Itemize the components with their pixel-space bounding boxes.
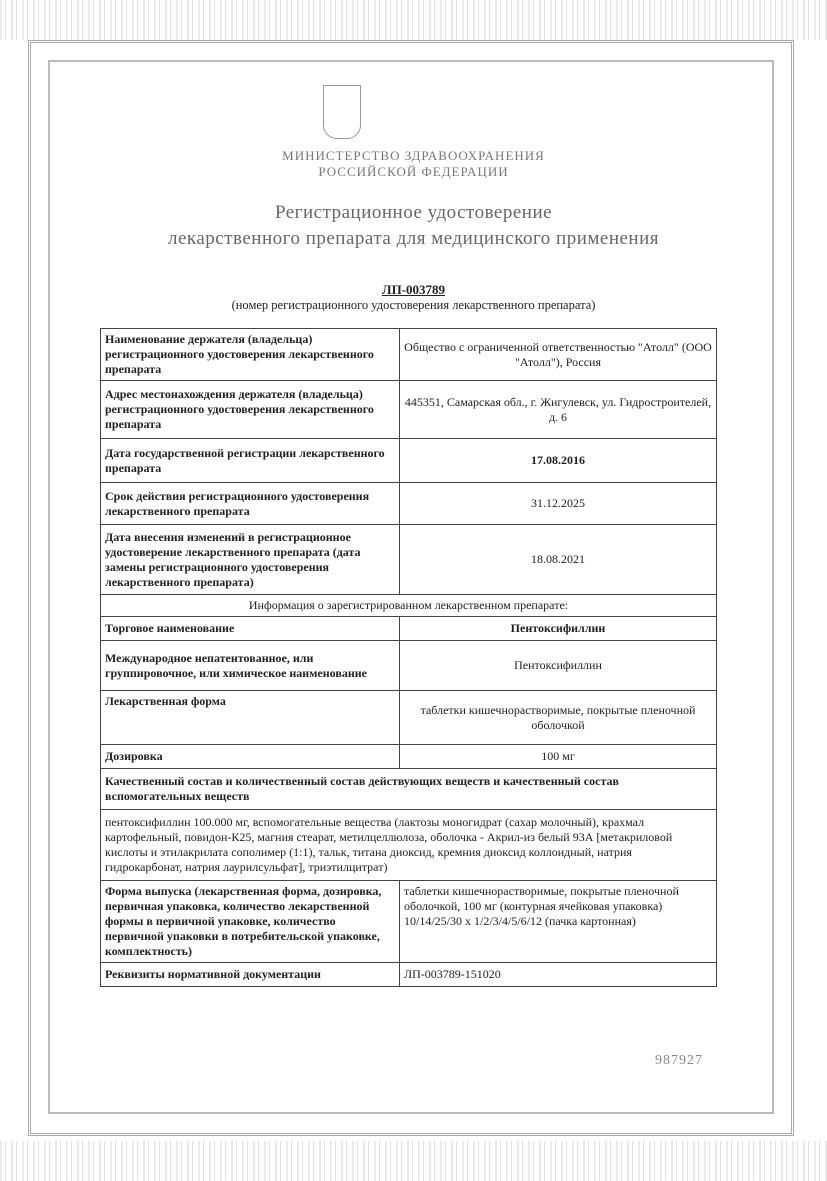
- row-value: таблетки кишечнорастворимые, покрытые пленочной оболочкой: [400, 691, 717, 745]
- serial-number: 987927: [655, 1053, 703, 1068]
- row-label: Реквизиты нормативной документации: [101, 963, 400, 987]
- document-title: [0, 200, 827, 252]
- ministry-line-1: МИНИСТЕРСТВО ЗДРАВООХРАНЕНИЯ: [282, 148, 545, 163]
- row-value: Пентоксифиллин: [400, 641, 717, 691]
- row-value: 445351, Самарская обл., г. Жигулевск, ул. Гидростроителей, д. 6: [400, 381, 717, 439]
- table-row: [101, 691, 717, 745]
- table-row: [101, 963, 717, 987]
- row-label: Дозировка: [101, 745, 400, 769]
- row-label: Адрес местонахождения держателя (владельца) регистрационного удостоверения лекарственного препарата: [101, 381, 400, 439]
- table-row: [101, 810, 717, 881]
- row-value: 100 мг: [400, 745, 717, 769]
- row-label: Лекарственная форма: [101, 691, 400, 745]
- table-row: [101, 381, 717, 439]
- row-label: Дата внесения изменений в регистрационное удостоверение лекарственного препарата (дата замены регистрационного удостоверения лекарственного препарата): [101, 525, 400, 595]
- decorative-border-top: [0, 0, 827, 40]
- row-value: таблетки кишечнорастворимые, покрытые пленочной оболочкой, 100 мг (контурная ячейковая упаковка) 10/14/25/30 x 1/2/3/4/5/6/12 (пачка картонная): [400, 881, 717, 963]
- title-line-1: Регистрационное удостоверение: [274, 202, 553, 223]
- table-row: [101, 329, 717, 381]
- row-label: Дата государственной регистрации лекарственного препарата: [101, 439, 400, 483]
- table-row: [101, 483, 717, 525]
- emblem-icon: [323, 85, 361, 139]
- certificate-table: [100, 328, 717, 987]
- row-value: Общество с ограниченной ответственностью "Атолл" (ООО "Атолл"), Россия: [400, 329, 717, 381]
- composition-text: пентоксифиллин 100.000 мг, вспомогательные вещества (лактозы моногидрат (сахар молочный), крахмал картофельный, повидон-К25, магния стеарат, метилцеллюлоза, оболочка - Акрил-из белый 93А [метакриловой кислоты и этилакрилата сополимер (1:1), тальк, титана диоксид, кремния диоксид коллоидный, натрия гидрокарбонат, натрия лаурилсульфат], триэтилцитрат): [101, 810, 717, 881]
- decorative-border-bottom: [0, 1141, 827, 1181]
- table-row: [101, 641, 717, 691]
- row-value: ЛП-003789-151020: [400, 963, 717, 987]
- ministry-line-2: РОССИЙСКОЙ ФЕДЕРАЦИИ: [318, 164, 509, 179]
- table-row: [101, 439, 717, 483]
- row-value: 18.08.2021: [400, 525, 717, 595]
- row-value: 31.12.2025: [400, 483, 717, 525]
- composition-header: Качественный состав и количественный состав действующих веществ и качественный состав вспомогательных веществ: [101, 769, 717, 810]
- table-row: [101, 745, 717, 769]
- table-row: [101, 769, 717, 810]
- reg-number-caption: (номер регистрационного удостоверения лекарственного препарата): [231, 298, 596, 312]
- row-label: Срок действия регистрационного удостоверения лекарственного препарата: [101, 483, 400, 525]
- row-label: Наименование держателя (владельца) регистрационного удостоверения лекарственного препарата: [101, 329, 400, 381]
- title-line-2: лекарственного препарата для медицинского применения: [167, 228, 659, 249]
- row-label: Форма выпуска (лекарственная форма, дозировка, первичная упаковка, количество лекарственной формы в первичной упаковке, количество первичной упаковки в потребительской упаковке, комплектность): [101, 881, 400, 963]
- table-row: [101, 881, 717, 963]
- table-row: [101, 525, 717, 595]
- info-header: Информация о зарегистрированном лекарственном препарате:: [101, 595, 717, 617]
- row-label: Международное непатентованное, или группировочное, или химическое наименование: [101, 641, 400, 691]
- row-value: 17.08.2016: [400, 439, 717, 483]
- ministry-name: [0, 148, 827, 180]
- table-row: [101, 595, 717, 617]
- reg-number: ЛП-003789: [381, 282, 446, 297]
- row-label: Торговое наименование: [101, 617, 400, 641]
- row-value: Пентоксифиллин: [400, 617, 717, 641]
- table-row: [101, 617, 717, 641]
